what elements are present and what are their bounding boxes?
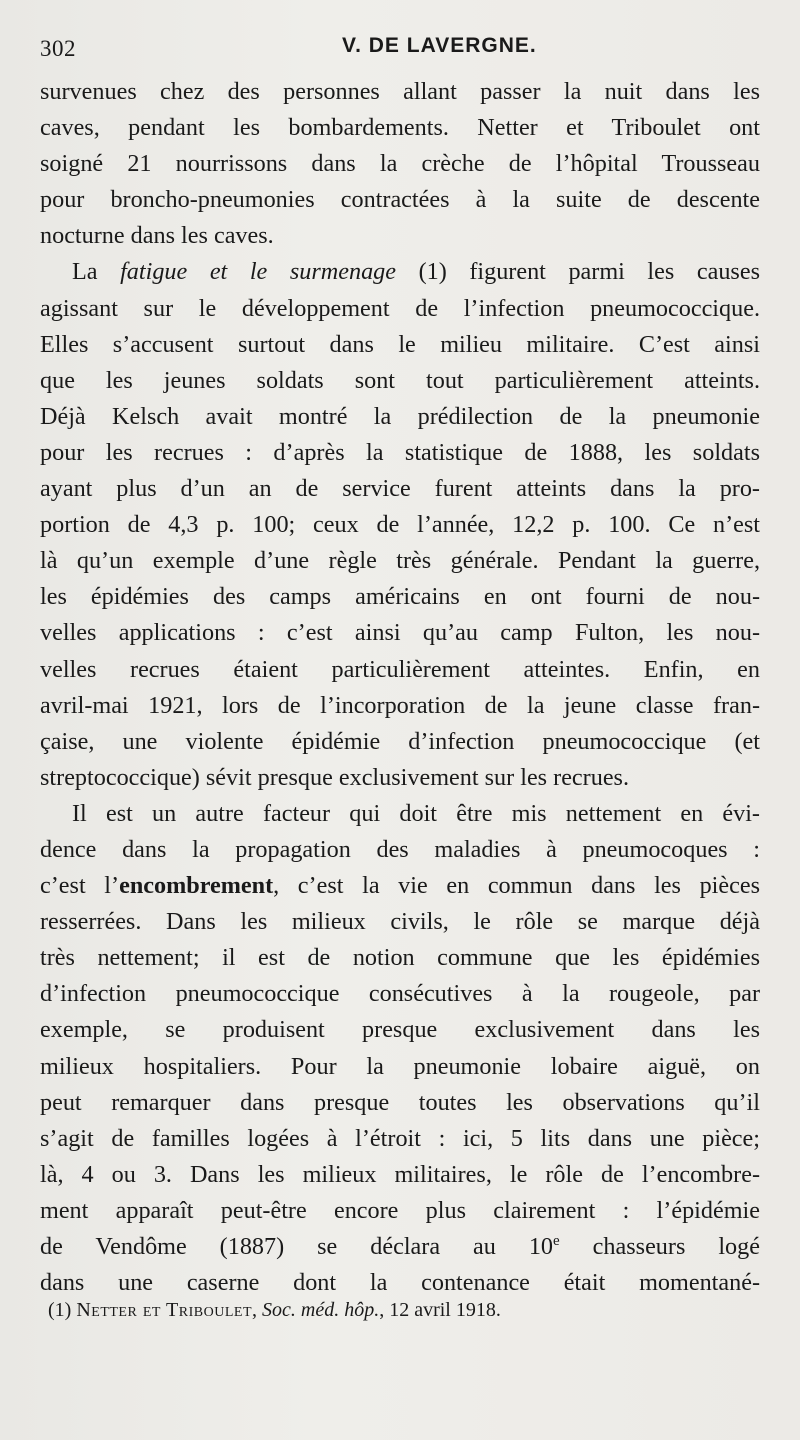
text-line: là, 4 ou 3. Dans les milieux militaires, le rôle de l’encombre- [40, 1160, 760, 1188]
running-head: V. DE LAVERGNE. [342, 34, 537, 57]
text-run: , c’est la vie en commun dans les pièces [273, 872, 760, 900]
text-run: (1) figurent parmi les causes [396, 258, 760, 286]
text-line: resserrées. Dans les milieux civils, le rôle se marque déjà [40, 908, 760, 936]
text-line: velles applications : c’est ainsi qu’au camp Fulton, les nou- [40, 619, 760, 647]
text-line: très nettement; il est de notion commune que les épidémies [40, 944, 760, 972]
footnote-journal: Soc. méd. hôp. [262, 1299, 380, 1321]
text-line: Il est un autre facteur qui doit être mis nettement en évi- [72, 799, 760, 827]
text-line: soigné 21 nourrissons dans la crèche de l’hôpital Trousseau [40, 150, 760, 178]
text-line [40, 254, 760, 290]
text-line: peut remarquer dans presque toutes les observations qu’il [40, 1088, 760, 1116]
page-header [40, 30, 760, 64]
text-line: çaise, une violente épidémie d’infection pneumococcique (et [40, 727, 760, 755]
text-line: Déjà Kelsch avait montré la prédilection de la pneumonie [40, 402, 760, 430]
footnote-authors: Netter et Triboulet [76, 1299, 252, 1321]
text-line: exemple, se produisent presque exclusivement dans les [40, 1016, 760, 1044]
text-line: milieux hospitaliers. Pour la pneumonie lobaire aiguë, on [40, 1052, 760, 1080]
text-line: ayant plus d’un an de service furent atteints dans la pro- [40, 475, 760, 503]
text-line: dence dans la propagation des maladies à pneumocoques : [40, 835, 760, 863]
footnote-marker: (1) [48, 1299, 77, 1321]
text-line: s’agit de familles logées à l’étroit : ici, 5 lits dans une pièce; [40, 1124, 760, 1152]
body-text [40, 74, 760, 1301]
text-line: portion de 4,3 p. 100; ceux de l’année, 12,2 p. 100. Ce n’est [40, 511, 760, 539]
text-line: survenues chez des personnes allant passer la nuit dans les [40, 78, 760, 105]
footnote [48, 1296, 748, 1324]
text-line: là qu’un exemple d’une règle très générale. Pendant la guerre, [40, 547, 760, 575]
text-line [40, 1229, 760, 1265]
superscript: e [553, 1232, 560, 1249]
footnote-date: , 12 avril 1918. [379, 1299, 501, 1321]
text-line [40, 868, 760, 904]
text-line: ment apparaît peut-être encore plus clairement : l’épidémie [40, 1196, 760, 1224]
text-line: avril-mai 1921, lors de l’incorporation de la jeune classe fran- [40, 691, 760, 719]
page-number: 302 [40, 36, 76, 61]
text-run: chasseurs logé [559, 1233, 760, 1260]
text-line: dans une caserne dont la contenance était momentané- [40, 1269, 760, 1297]
text-line: nocturne dans les caves. [40, 222, 274, 250]
text-run: c’est l’ [40, 872, 120, 900]
text-line: caves, pendant les bombardements. Netter et Triboulet ont [40, 114, 760, 142]
footnote-separator: , [252, 1299, 262, 1321]
text-line: agissant sur le développement de l’infection pneumococcique. [40, 294, 760, 322]
italic-term: fatigue et le surmenage [120, 258, 396, 286]
text-line: velles recrues étaient particulièrement atteintes. Enfin, en [40, 655, 760, 683]
text-line: pour les recrues : d’après la statistique de 1888, les soldats [40, 438, 760, 466]
text-run: de Vendôme (1887) se déclara au 10 [40, 1233, 554, 1260]
text-line: streptococcique) sévit presque exclusivement sur les recrues. [40, 763, 630, 791]
text-line: Elles s’accusent surtout dans le milieu militaire. C’est ainsi [40, 330, 760, 358]
bold-term: encombrement [119, 872, 274, 900]
text-line: d’infection pneumococcique consécutives à la rougeole, par [40, 980, 760, 1008]
text-line: que les jeunes soldats sont tout particulièrement atteints. [40, 366, 760, 394]
text-run: La [72, 258, 121, 286]
text-line: pour broncho-pneumonies contractées à la suite de descente [40, 186, 760, 214]
text-line: les épidémies des camps américains en ont fourni de nou- [40, 583, 760, 611]
